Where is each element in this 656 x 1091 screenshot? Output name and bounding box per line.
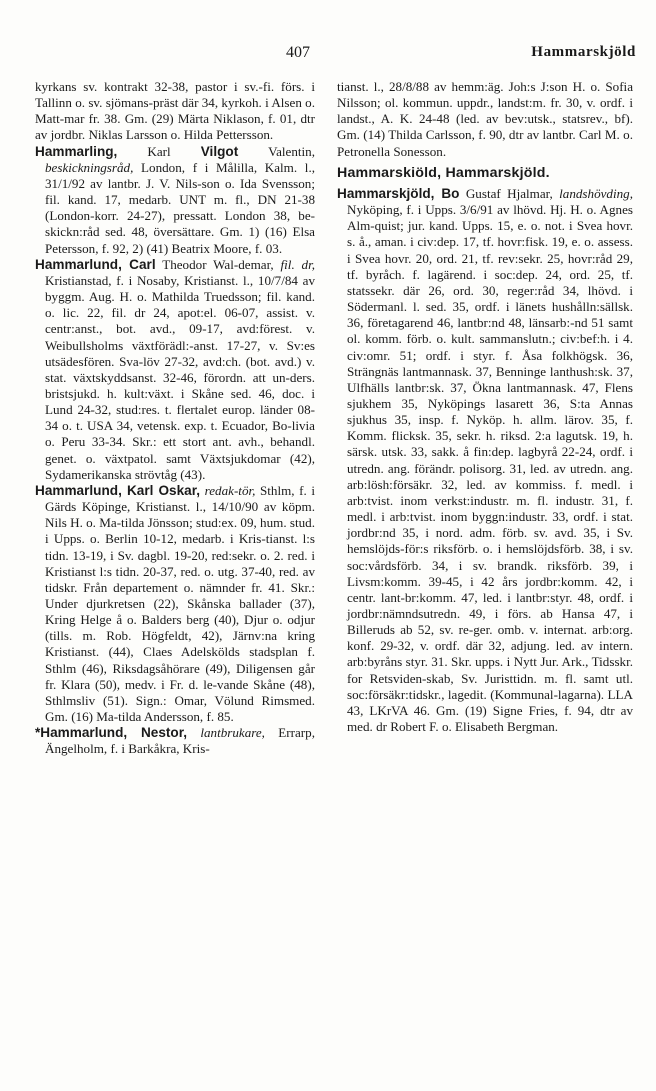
entry-text: Theodor Wal-demar,: [155, 256, 281, 272]
entry-headword: Hammarskjöld, Bo: [337, 185, 460, 201]
entry-hammarskjold-bo: [337, 186, 633, 735]
page-number: 407: [286, 44, 310, 61]
entry-call-name: Vilgot: [200, 143, 239, 159]
entry-title: landshövding,: [559, 185, 633, 201]
entry-text: Kristianstad, f. i Nosaby, Kristianst. l., 10/7/84 av byggm. Aug. H. o. Mathilda Truedsson; fil. kand. o. lic. 22, fil. dr 24, apot:el. 06-07, assist. v. centr:anst., bot. avd., 09-17, avd:förest. v. Weibullsholms växtförädl:-anst. 17-27, v. Sv:es utsädesfören. Sva-löv 27-32, avd:ch. (bot. avd.) v. stat. växtskyddsanst. 32-46, förordn. att un-ders. bristsjukd. h. kult:växt. i Skåne sed. 46, doc. i Lund 24-32, stud:res. t. flertalet europ. länder 08-34 o. t. USA 34, vetensk. exp. t. Ecuador, Bo-livia o. Peru 33-34. Skr.: ett stort ant. avh., behandl. genet. o. växtpatol. samt Växtsjukdomar (42), Sydamerikanska strövtåg (43).: [45, 272, 315, 482]
left-column: [35, 79, 315, 758]
running-head: Hammarskjöld: [531, 44, 636, 60]
entry-text: Errarp, Ängelholm, f. i Barkåkra, Kris-: [45, 725, 315, 757]
entry-text: Nyköping, f. i Upps. 3/6/91 av lhövd. Hj. H. o. Agnes Alm-quist; jur. kand. Upps. 15, e. o. not. i Svea hovr. s. å., aman. i civ:dep. 17, tf. hovr:fisk. 19, e. o. assess. i Svea hovr. 20, ord. 21, tf. rev:sekr. 25, hovr:råd 29, tf. byråch. f. lagärend. i soc:dep. 24, ord. 25, tf. statssekr. där 26, ord. 30, reger:råd 34, lhövd. i Södermanl. l. sed. 35, ordf. i länets hushålln:sällsk. 36, företagarend 46, lantbr:nd 48, länsarb:-nd 51 samt ol. komm. förb. o. kult. sammanslutn.; civ:bef:h. i 4. civ:omr. 51; ordf. i styr. f. Åsa folkhögsk. 36, Strängnäs lantmannask. 37, Benninge lanthush:sk. 37, Ulfhälls lantbr:sk. 37, Ökna lantmannask. 47, Flens sjukhem 35, Nyköpings lasarett 36, S:ta Annas sjukhus 35, insp. f. Nyköp. h. allm. lärov. 35, f. Komm. flicksk. 35, sekr. h. riksd. 2:a lagutsk. 19, h. särsk. utsk. 33, sakk. å fin:dep. lagbyrå 22-24, ordf. i utredn. ang. förändr. polisorg. 31, led. av utredn. ang. arb:lösh:försäkr. 32, led. av kommiss. f. medl. i arb:tvist. inom verkst:industr. m. fl. industr. 31, f. medl. i arb:tvist. inom byggn:industr. 33, ordf. i stat. jordbr:nd 35, i nord. adm. förb. sv. avd. 35, i Sv. hemslöjds-för:s riksförb. o. i hemslöjdsförb. 38, i sv. soc:vårdsförb. 34, i sv. brandk. riksförb. 39, i Livsm:komm. 39-45, i 42 års jordbr:komm. 42, i centr. lant-br:komm. 47, led. i lantbr:styr. 48, ordf. i jordbr:nämndsutredn. 49, i förs. ab Hansa 47, i Billeruds ab 52, sv. re-ger. omb. v. internat. arb:org. konf. 29-32, v. ordf. där 32, adjung. led. av intern. arb:byråns styr. 31. Skr. upps. i Nytt Jur. Ark., Tidsskr. for Retsviden-skab, Sv. Juristtidn. m. fl. samt utl. soc:försäkr:tidskr., lagedit. (Kommunal-lagarna). LLA 43, LKrVA 46. Gm. (19) Signe Fries, f. 94, dtr av med. dr Robert F. o. Elisabeth Bergman.: [347, 202, 633, 735]
entry-title: fil. dr,: [280, 256, 315, 272]
entry-text: Gustaf Hjalmar,: [459, 185, 560, 201]
entry-headword: Hammarlund, Carl: [35, 256, 156, 272]
page-header: [0, 44, 656, 70]
entry-text: Sthlm, f. i Gärds Köpinge, Kristianst. l., 14/10/90 av köpm. Nils H. o. Ma-tilda Jönsson; stud:ex. 09, hum. stud. i Upps. o. Berlin 10-12, medarb. i Kris-tianst. l:s tidn. 13-19, i Sv. dagbl. 19-20, red:sekr. o. 2. red. i Kristianst l:s tidn. 20-37, red. o. utg. 37-40, red. av tidskr. Från departement o. nämnder fr. 41. Skr.: Under djurkretsen (22), Skånska ballader (37), Kring Helge å o. Balders berg (40), Djur o. odjur (tills. m. Rob. Högfeldt, 42), Järnv:na kring Kristianst. (44), Claes Adelskölds stadsplan f. Sthlm (46), Riksdagsåhörare (49), Diligensen går fr. Klara (50), medv. i Fr. d. le-vande Skåne (48), Sthlmsliv (51). Sign.: Omar, Völund Rimsmed. Gm. (16) Ma-tilda Andersson, f. 85.: [45, 482, 315, 725]
entry-hammarlund-karl-oskar: [35, 483, 315, 725]
continued-entry: kyrkans sv. kontrakt 32-38, pastor i sv.-fi. förs. i Tallinn o. sv. sjömans-präst där 34, kyrkoh. i Alsen o. Matt-mar fr. 38. Gm. (29) Märta Niklason, f. 01, dtr av jordbr. Niklas Larsson o. Hilda Pettersson.: [35, 79, 315, 143]
continued-entry: tianst. l., 28/8/88 av hemm:äg. Joh:s J:son H. o. Sofia Nilsson; ol. kommun. uppdr., landst:m. fr. 30, v. ordf. i landst., A. K. 24-48 (led. av bev:utsk., statsrev., bf). Gm. (14) Thilda Carlsson, f. 90, dtr av lantbr. Carl M. o. Petronella Sonesson.: [337, 79, 633, 159]
entry-space: [187, 725, 200, 740]
entry-text: Karl: [117, 143, 201, 159]
entry-headword: Hammarling,: [35, 143, 118, 159]
entry-hammarlund-carl: [35, 257, 315, 483]
entry-title: lantbrukare,: [200, 725, 265, 741]
entry-headword: Hammarlund, Karl Oskar,: [35, 482, 201, 498]
entry-text: Valentin,: [238, 143, 315, 159]
entry-title: redak-tör,: [204, 482, 256, 498]
entry-hammarling: [35, 144, 315, 257]
entry-text: London, f i Målilla, Kalm. l., 31/1/92 av lantbr. J. V. Nils-son o. Ida Svensson; fil. kand. 17, medarb. UNT m. fl., DN 21-38 (London-korr. 24-27), pressatt. London 38, be-skickn:råd sed. 48, översättare. Gm. 1) (16) Elsa Petersson, f. 92, 2) (41) Beatrix Moore, f. 03.: [45, 159, 315, 256]
section-heading: Hammarskiöld, Hammarskjöld.: [337, 164, 550, 181]
entry-title: beskickningsråd,: [45, 159, 134, 175]
right-column: [337, 79, 633, 735]
entry-headword: *Hammarlund, Nestor,: [35, 725, 188, 741]
entry-hammarlund-nestor: [35, 725, 315, 757]
